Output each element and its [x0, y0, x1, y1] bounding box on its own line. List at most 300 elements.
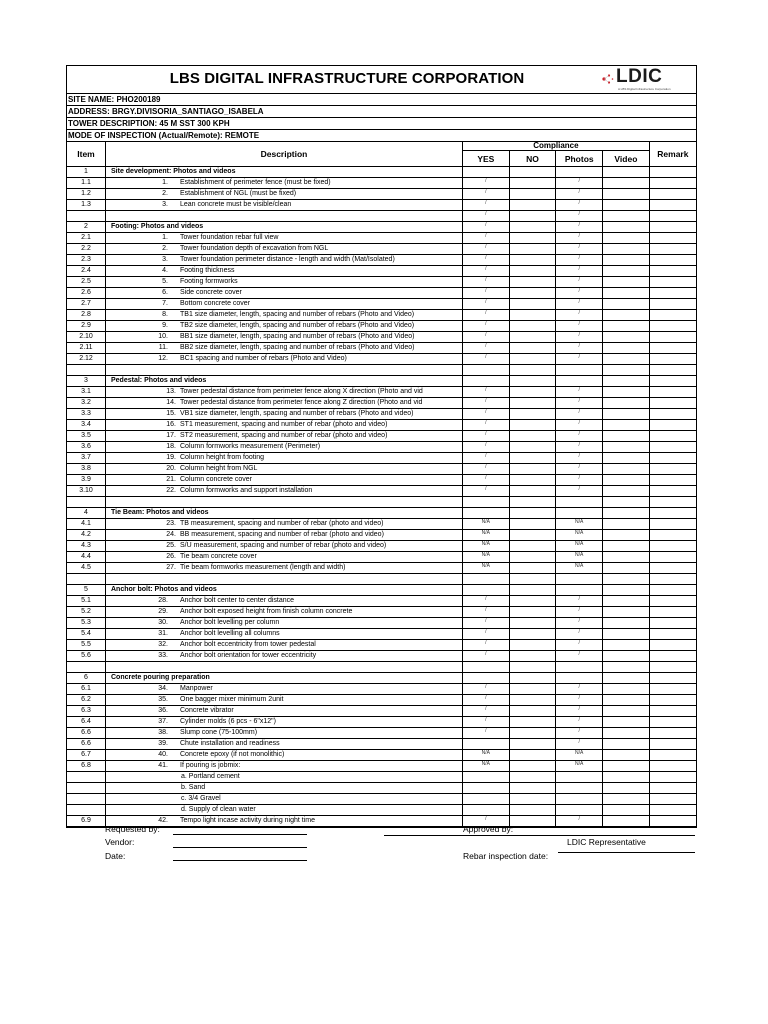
remark-cell[interactable]	[649, 618, 696, 629]
no-cell[interactable]	[509, 629, 556, 640]
yes-cell[interactable]	[463, 255, 510, 266]
video-cell[interactable]	[603, 343, 650, 354]
remark-cell[interactable]	[649, 277, 696, 288]
photos-cell[interactable]	[556, 684, 603, 695]
photos-cell[interactable]	[556, 266, 603, 277]
video-cell[interactable]	[603, 651, 650, 662]
no-cell[interactable]	[509, 717, 556, 728]
no-cell[interactable]	[509, 277, 556, 288]
video-cell[interactable]	[603, 354, 650, 365]
video-cell[interactable]	[603, 662, 650, 673]
yes-cell[interactable]	[463, 662, 510, 673]
video-cell[interactable]	[603, 684, 650, 695]
remark-cell[interactable]	[649, 783, 696, 794]
remark-cell[interactable]	[649, 640, 696, 651]
no-cell[interactable]	[509, 596, 556, 607]
remark-cell[interactable]	[649, 200, 696, 211]
photos-cell[interactable]	[556, 376, 603, 387]
video-cell[interactable]	[603, 552, 650, 563]
remark-cell[interactable]	[649, 750, 696, 761]
photos-cell[interactable]	[556, 475, 603, 486]
video-cell[interactable]	[603, 299, 650, 310]
photos-cell[interactable]	[556, 409, 603, 420]
no-cell[interactable]	[509, 651, 556, 662]
no-cell[interactable]	[509, 552, 556, 563]
yes-cell[interactable]	[463, 717, 510, 728]
photos-cell[interactable]	[556, 761, 603, 772]
no-cell[interactable]	[509, 222, 556, 233]
photos-cell[interactable]	[556, 420, 603, 431]
no-cell[interactable]	[509, 387, 556, 398]
photos-cell[interactable]	[556, 244, 603, 255]
yes-cell[interactable]	[463, 519, 510, 530]
remark-cell[interactable]	[649, 486, 696, 497]
no-cell[interactable]	[509, 585, 556, 596]
video-cell[interactable]	[603, 530, 650, 541]
remark-cell[interactable]	[649, 651, 696, 662]
remark-cell[interactable]	[649, 684, 696, 695]
remark-cell[interactable]	[649, 442, 696, 453]
remark-cell[interactable]	[649, 233, 696, 244]
photos-cell[interactable]	[556, 805, 603, 816]
remark-cell[interactable]	[649, 563, 696, 574]
photos-cell[interactable]	[556, 673, 603, 684]
yes-cell[interactable]	[463, 398, 510, 409]
photos-cell[interactable]	[556, 640, 603, 651]
no-cell[interactable]	[509, 497, 556, 508]
no-cell[interactable]	[509, 530, 556, 541]
photos-cell[interactable]	[556, 233, 603, 244]
video-cell[interactable]	[603, 772, 650, 783]
remark-cell[interactable]	[649, 519, 696, 530]
video-cell[interactable]	[603, 816, 650, 827]
remark-cell[interactable]	[649, 541, 696, 552]
video-cell[interactable]	[603, 695, 650, 706]
yes-cell[interactable]	[463, 618, 510, 629]
video-cell[interactable]	[603, 574, 650, 585]
yes-cell[interactable]	[463, 673, 510, 684]
no-cell[interactable]	[509, 343, 556, 354]
no-cell[interactable]	[509, 563, 556, 574]
no-cell[interactable]	[509, 310, 556, 321]
remark-cell[interactable]	[649, 662, 696, 673]
no-cell[interactable]	[509, 541, 556, 552]
video-cell[interactable]	[603, 431, 650, 442]
video-cell[interactable]	[603, 332, 650, 343]
no-cell[interactable]	[509, 750, 556, 761]
remark-cell[interactable]	[649, 398, 696, 409]
yes-cell[interactable]	[463, 288, 510, 299]
yes-cell[interactable]	[463, 244, 510, 255]
video-cell[interactable]	[603, 640, 650, 651]
photos-cell[interactable]	[556, 189, 603, 200]
photos-cell[interactable]	[556, 398, 603, 409]
yes-cell[interactable]	[463, 167, 510, 178]
video-cell[interactable]	[603, 409, 650, 420]
video-cell[interactable]	[603, 211, 650, 222]
photos-cell[interactable]	[556, 717, 603, 728]
remark-cell[interactable]	[649, 717, 696, 728]
photos-cell[interactable]	[556, 508, 603, 519]
yes-cell[interactable]	[463, 453, 510, 464]
photos-cell[interactable]	[556, 618, 603, 629]
yes-cell[interactable]	[463, 409, 510, 420]
no-cell[interactable]	[509, 519, 556, 530]
remark-cell[interactable]	[649, 266, 696, 277]
yes-cell[interactable]	[463, 211, 510, 222]
yes-cell[interactable]	[463, 178, 510, 189]
check-mark: /	[485, 464, 487, 470]
video-cell[interactable]	[603, 508, 650, 519]
video-cell[interactable]	[603, 178, 650, 189]
video-cell[interactable]	[603, 497, 650, 508]
remark-cell[interactable]	[649, 728, 696, 739]
no-cell[interactable]	[509, 607, 556, 618]
video-cell[interactable]	[603, 189, 650, 200]
video-cell[interactable]	[603, 277, 650, 288]
video-cell[interactable]	[603, 519, 650, 530]
remark-cell[interactable]	[649, 673, 696, 684]
video-cell[interactable]	[603, 266, 650, 277]
no-cell[interactable]	[509, 783, 556, 794]
remark-cell[interactable]	[649, 530, 696, 541]
no-cell[interactable]	[509, 211, 556, 222]
yes-cell[interactable]	[463, 486, 510, 497]
yes-cell[interactable]	[463, 530, 510, 541]
yes-cell[interactable]	[463, 794, 510, 805]
remark-cell[interactable]	[649, 453, 696, 464]
no-cell[interactable]	[509, 420, 556, 431]
remark-cell[interactable]	[649, 552, 696, 563]
yes-cell[interactable]	[463, 684, 510, 695]
photos-cell[interactable]	[556, 365, 603, 376]
video-cell[interactable]	[603, 200, 650, 211]
no-cell[interactable]	[509, 706, 556, 717]
photos-cell[interactable]	[556, 486, 603, 497]
no-cell[interactable]	[509, 200, 556, 211]
remark-cell[interactable]	[649, 222, 696, 233]
photos-cell[interactable]	[556, 255, 603, 266]
remark-cell[interactable]	[649, 354, 696, 365]
yes-cell[interactable]	[463, 321, 510, 332]
no-cell[interactable]	[509, 640, 556, 651]
yes-cell[interactable]	[463, 585, 510, 596]
yes-cell[interactable]	[463, 805, 510, 816]
photos-cell[interactable]	[556, 464, 603, 475]
photos-cell[interactable]	[556, 277, 603, 288]
yes-cell[interactable]	[463, 761, 510, 772]
remark-cell[interactable]	[649, 739, 696, 750]
photos-cell[interactable]	[556, 596, 603, 607]
yes-cell[interactable]	[463, 464, 510, 475]
photos-cell[interactable]	[556, 321, 603, 332]
video-cell[interactable]	[603, 750, 650, 761]
remark-cell[interactable]	[649, 772, 696, 783]
no-cell[interactable]	[509, 728, 556, 739]
yes-cell[interactable]	[463, 354, 510, 365]
photos-cell[interactable]	[556, 695, 603, 706]
video-cell[interactable]	[603, 376, 650, 387]
remark-cell[interactable]	[649, 629, 696, 640]
photos-cell[interactable]	[556, 519, 603, 530]
photos-cell[interactable]	[556, 354, 603, 365]
video-cell[interactable]	[603, 783, 650, 794]
no-cell[interactable]	[509, 167, 556, 178]
no-cell[interactable]	[509, 376, 556, 387]
no-cell[interactable]	[509, 266, 556, 277]
photos-cell[interactable]	[556, 299, 603, 310]
yes-cell[interactable]	[463, 607, 510, 618]
yes-cell[interactable]	[463, 442, 510, 453]
yes-cell[interactable]	[463, 640, 510, 651]
photos-cell[interactable]	[556, 222, 603, 233]
photos-cell[interactable]	[556, 497, 603, 508]
yes-cell[interactable]	[463, 310, 510, 321]
photos-cell[interactable]	[556, 211, 603, 222]
yes-cell[interactable]	[463, 728, 510, 739]
yes-cell[interactable]	[463, 772, 510, 783]
remark-cell[interactable]	[649, 420, 696, 431]
yes-cell[interactable]	[463, 233, 510, 244]
remark-cell[interactable]	[649, 255, 696, 266]
video-cell[interactable]	[603, 761, 650, 772]
video-cell[interactable]	[603, 398, 650, 409]
remark-cell[interactable]	[649, 211, 696, 222]
photos-cell[interactable]	[556, 651, 603, 662]
photos-cell[interactable]	[556, 431, 603, 442]
remark-cell[interactable]	[649, 189, 696, 200]
no-cell[interactable]	[509, 486, 556, 497]
video-cell[interactable]	[603, 288, 650, 299]
remark-cell[interactable]	[649, 409, 696, 420]
photos-cell[interactable]	[556, 585, 603, 596]
photos-cell[interactable]	[556, 288, 603, 299]
no-cell[interactable]	[509, 299, 556, 310]
remark-cell[interactable]	[649, 794, 696, 805]
video-cell[interactable]	[603, 541, 650, 552]
remark-cell[interactable]	[649, 387, 696, 398]
yes-cell[interactable]	[463, 387, 510, 398]
remark-cell[interactable]	[649, 332, 696, 343]
video-cell[interactable]	[603, 563, 650, 574]
yes-cell[interactable]	[463, 365, 510, 376]
video-cell[interactable]	[603, 618, 650, 629]
no-cell[interactable]	[509, 288, 556, 299]
yes-cell[interactable]	[463, 783, 510, 794]
yes-cell[interactable]	[463, 695, 510, 706]
video-cell[interactable]	[603, 222, 650, 233]
yes-cell[interactable]	[463, 266, 510, 277]
photos-cell[interactable]	[556, 794, 603, 805]
yes-cell[interactable]	[463, 420, 510, 431]
video-cell[interactable]	[603, 475, 650, 486]
no-cell[interactable]	[509, 761, 556, 772]
video-cell[interactable]	[603, 420, 650, 431]
remark-cell[interactable]	[649, 299, 696, 310]
yes-cell[interactable]	[463, 200, 510, 211]
remark-cell[interactable]	[649, 343, 696, 354]
no-cell[interactable]	[509, 244, 556, 255]
yes-cell[interactable]	[463, 332, 510, 343]
yes-cell[interactable]	[463, 497, 510, 508]
yes-cell[interactable]	[463, 563, 510, 574]
remark-cell[interactable]	[649, 464, 696, 475]
photos-cell[interactable]	[556, 816, 603, 827]
remark-cell[interactable]	[649, 497, 696, 508]
no-cell[interactable]	[509, 255, 556, 266]
photos-cell[interactable]	[556, 750, 603, 761]
photos-cell[interactable]	[556, 728, 603, 739]
photos-cell[interactable]	[556, 662, 603, 673]
no-cell[interactable]	[509, 332, 556, 343]
no-cell[interactable]	[509, 409, 556, 420]
remark-cell[interactable]	[649, 508, 696, 519]
no-cell[interactable]	[509, 508, 556, 519]
video-cell[interactable]	[603, 585, 650, 596]
photos-cell[interactable]	[556, 629, 603, 640]
remark-cell[interactable]	[649, 695, 696, 706]
remark-cell[interactable]	[649, 178, 696, 189]
photos-cell[interactable]	[556, 387, 603, 398]
no-cell[interactable]	[509, 805, 556, 816]
photos-cell[interactable]	[556, 574, 603, 585]
remark-cell[interactable]	[649, 607, 696, 618]
yes-cell[interactable]	[463, 343, 510, 354]
no-cell[interactable]	[509, 684, 556, 695]
yes-cell[interactable]	[463, 277, 510, 288]
remark-cell[interactable]	[649, 244, 696, 255]
yes-cell[interactable]	[463, 651, 510, 662]
no-cell[interactable]	[509, 178, 556, 189]
video-cell[interactable]	[603, 167, 650, 178]
no-cell[interactable]	[509, 431, 556, 442]
no-cell[interactable]	[509, 475, 556, 486]
video-cell[interactable]	[603, 255, 650, 266]
no-cell[interactable]	[509, 794, 556, 805]
remark-cell[interactable]	[649, 574, 696, 585]
remark-cell[interactable]	[649, 596, 696, 607]
no-cell[interactable]	[509, 816, 556, 827]
video-cell[interactable]	[603, 310, 650, 321]
video-cell[interactable]	[603, 233, 650, 244]
no-cell[interactable]	[509, 662, 556, 673]
yes-cell[interactable]	[463, 739, 510, 750]
photos-cell[interactable]	[556, 310, 603, 321]
yes-cell[interactable]	[463, 508, 510, 519]
yes-cell[interactable]	[463, 574, 510, 585]
yes-cell[interactable]	[463, 629, 510, 640]
video-cell[interactable]	[603, 717, 650, 728]
photos-cell[interactable]	[556, 453, 603, 464]
video-cell[interactable]	[603, 673, 650, 684]
remark-cell[interactable]	[649, 376, 696, 387]
video-cell[interactable]	[603, 794, 650, 805]
photos-cell[interactable]	[556, 200, 603, 211]
video-cell[interactable]	[603, 464, 650, 475]
no-cell[interactable]	[509, 354, 556, 365]
photos-cell[interactable]	[556, 607, 603, 618]
video-cell[interactable]	[603, 365, 650, 376]
yes-cell[interactable]	[463, 596, 510, 607]
photos-cell[interactable]	[556, 706, 603, 717]
photos-cell[interactable]	[556, 783, 603, 794]
video-cell[interactable]	[603, 442, 650, 453]
photos-cell[interactable]	[556, 739, 603, 750]
remark-cell[interactable]	[649, 431, 696, 442]
no-cell[interactable]	[509, 673, 556, 684]
video-cell[interactable]	[603, 739, 650, 750]
no-cell[interactable]	[509, 398, 556, 409]
remark-cell[interactable]	[649, 288, 696, 299]
yes-cell[interactable]	[463, 431, 510, 442]
yes-cell[interactable]	[463, 475, 510, 486]
no-cell[interactable]	[509, 695, 556, 706]
photos-cell[interactable]	[556, 343, 603, 354]
video-cell[interactable]	[603, 629, 650, 640]
yes-cell[interactable]	[463, 750, 510, 761]
yes-cell[interactable]	[463, 222, 510, 233]
video-cell[interactable]	[603, 706, 650, 717]
video-cell[interactable]	[603, 244, 650, 255]
remark-cell[interactable]	[649, 706, 696, 717]
yes-cell[interactable]	[463, 541, 510, 552]
no-cell[interactable]	[509, 365, 556, 376]
remark-cell[interactable]	[649, 475, 696, 486]
remark-cell[interactable]	[649, 805, 696, 816]
photos-cell[interactable]	[556, 563, 603, 574]
video-cell[interactable]	[603, 805, 650, 816]
yes-cell[interactable]	[463, 189, 510, 200]
remark-cell[interactable]	[649, 365, 696, 376]
no-cell[interactable]	[509, 321, 556, 332]
remark-cell[interactable]	[649, 310, 696, 321]
no-cell[interactable]	[509, 189, 556, 200]
no-cell[interactable]	[509, 618, 556, 629]
photos-cell[interactable]	[556, 442, 603, 453]
photos-cell[interactable]	[556, 178, 603, 189]
no-cell[interactable]	[509, 453, 556, 464]
video-cell[interactable]	[603, 596, 650, 607]
yes-cell[interactable]	[463, 299, 510, 310]
remark-cell[interactable]	[649, 761, 696, 772]
photos-cell[interactable]	[556, 167, 603, 178]
yes-cell[interactable]	[463, 706, 510, 717]
video-cell[interactable]	[603, 486, 650, 497]
photos-cell[interactable]	[556, 332, 603, 343]
no-cell[interactable]	[509, 442, 556, 453]
yes-cell[interactable]	[463, 552, 510, 563]
no-cell[interactable]	[509, 464, 556, 475]
no-cell[interactable]	[509, 739, 556, 750]
remark-cell[interactable]	[649, 816, 696, 827]
photos-cell[interactable]	[556, 541, 603, 552]
no-cell[interactable]	[509, 772, 556, 783]
photos-cell[interactable]	[556, 552, 603, 563]
video-cell[interactable]	[603, 607, 650, 618]
remark-cell[interactable]	[649, 321, 696, 332]
video-cell[interactable]	[603, 728, 650, 739]
video-cell[interactable]	[603, 321, 650, 332]
photos-cell[interactable]	[556, 530, 603, 541]
no-cell[interactable]	[509, 233, 556, 244]
photos-cell[interactable]	[556, 772, 603, 783]
yes-cell[interactable]	[463, 376, 510, 387]
remark-cell[interactable]	[649, 585, 696, 596]
remark-cell[interactable]	[649, 167, 696, 178]
video-cell[interactable]	[603, 453, 650, 464]
video-cell[interactable]	[603, 387, 650, 398]
no-cell[interactable]	[509, 574, 556, 585]
